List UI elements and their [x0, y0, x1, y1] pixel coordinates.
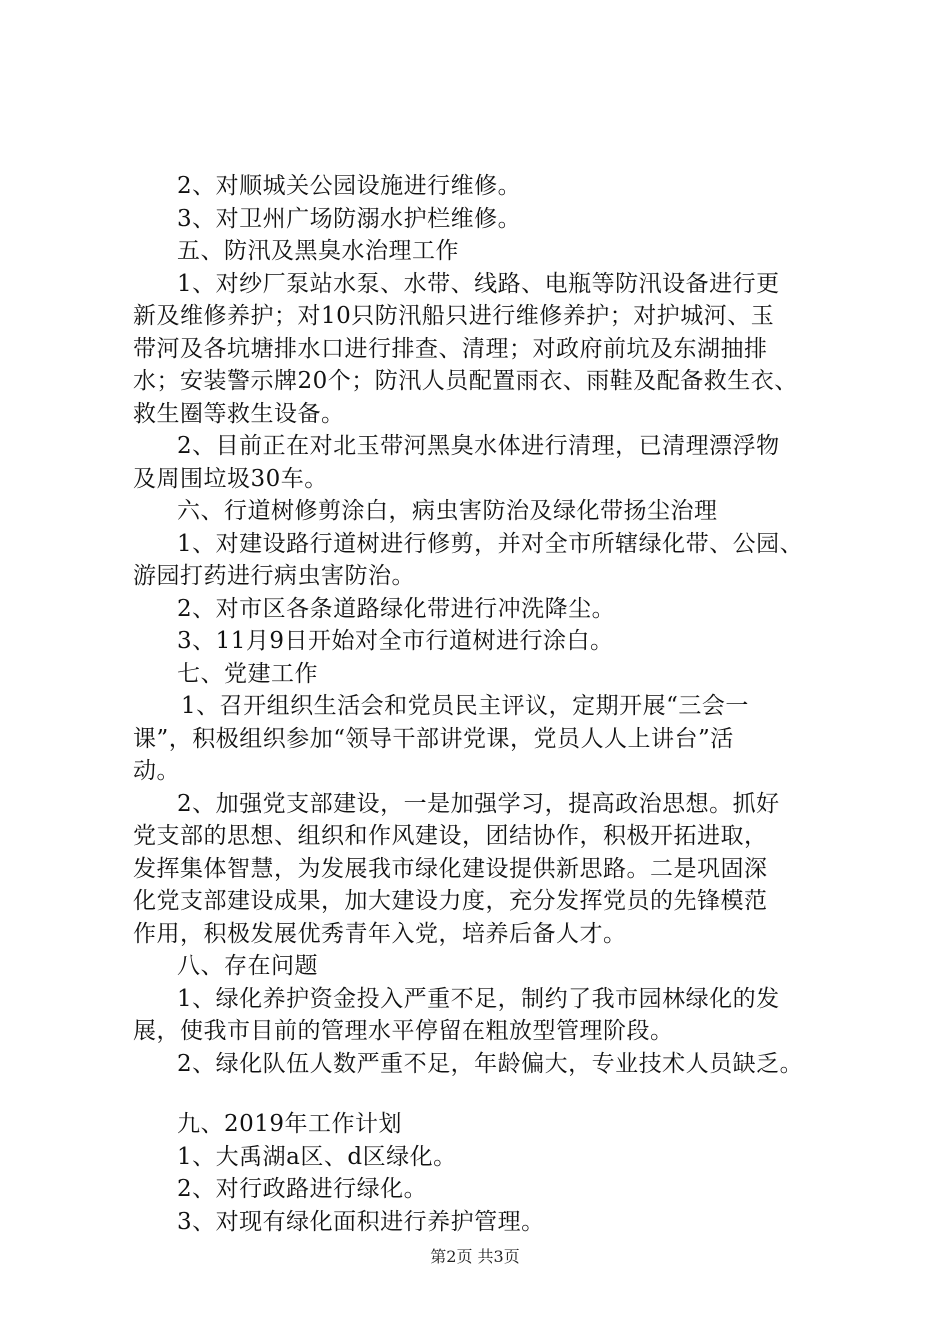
paragraph-line: 1、对建设路行道树进行修剪，并对全市所辖绿化带、公园、 [177, 530, 804, 557]
paragraph-line: 救生圈等救生设备。 [133, 400, 345, 427]
paragraph-line: 2、加强党支部建设，一是加强学习，提高政治思想。抓好 [177, 790, 780, 817]
paragraph-line: 新及维修养护；对10只防汛船只进行维修养护；对护城河、玉 [133, 303, 775, 329]
page-number-footer: 第2页 共3页 [430, 1247, 520, 1266]
paragraph-line: 2、目前正在对北玉带河黑臭水体进行清理，已清理漂浮物 [177, 433, 780, 459]
paragraph-line: 展，使我市目前的管理水平停留在粗放型管理阶段。 [133, 1018, 674, 1044]
section-heading: 八、存在问题 [177, 953, 318, 979]
section-heading: 六、行道树修剪涂白，病虫害防治及绿化带扬尘治理 [177, 498, 718, 524]
document-body [133, 170, 833, 1238]
section-heading: 九、2019年工作计划 [177, 1111, 403, 1137]
paragraph-line: 3、11月9日开始对全市行道树进行涂白。 [177, 628, 614, 654]
paragraph-line: 带河及各坑塘排水口进行排查、清理；对政府前坑及东湖抽排 [133, 335, 768, 362]
paragraph-line: 2、绿化队伍人数严重不足，年龄偏大，专业技术人员缺乏。 [177, 1050, 804, 1077]
paragraph-line: 水；安装警示牌20个；防汛人员配置雨衣、雨鞋及配备救生衣、 [133, 368, 798, 394]
paragraph-line: 3、对卫州广场防溺水护栏维修。 [177, 205, 522, 232]
paragraph-line: 动。 [133, 758, 180, 784]
paragraph-line: 党支部的思想、组织和作风建设，团结协作，积极开拓进取， [133, 823, 768, 849]
paragraph-line: 课”，积极组织参加“领导干部讲党课，党员人人上讲台”活 [133, 725, 734, 752]
paragraph-line: 1、绿化养护资金投入严重不足，制约了我市园林绿化的发 [177, 985, 780, 1012]
paragraph-line: 1、对纱厂泵站水泵、水带、线路、电瓶等防汛设备进行更 [177, 270, 780, 297]
section-heading: 五、防汛及黑臭水治理工作 [177, 238, 459, 264]
paragraph-line: 1、召开组织生活会和党员民主评议，定期开展“三会一 [181, 693, 749, 719]
paragraph-line: 化党支部建设成果，加大建设力度，充分发挥党员的先锋模范 [133, 888, 768, 914]
paragraph-line: 1、大禹湖a区、d区绿化。 [177, 1143, 457, 1170]
paragraph-line: 游园打药进行病虫害防治。 [133, 563, 415, 589]
paragraph-line: 3、对现有绿化面积进行养护管理。 [177, 1208, 545, 1235]
blank-line [133, 1080, 833, 1108]
section-heading: 七、党建工作 [177, 660, 318, 687]
paragraph-line: 及周围垃圾30车。 [133, 465, 328, 492]
paragraph-line: 发挥集体智慧，为发展我市绿化建设提供新思路。二是巩固深 [133, 855, 768, 882]
paragraph-line: 2、对顺城关公园设施进行维修。 [177, 173, 522, 199]
paragraph-line: 2、对市区各条道路绿化带进行冲洗降尘。 [177, 595, 616, 622]
paragraph-line: 作用，积极发展优秀青年入党，培养后备人才。 [133, 920, 627, 947]
paragraph-line: 2、对行政路进行绿化。 [177, 1176, 428, 1202]
